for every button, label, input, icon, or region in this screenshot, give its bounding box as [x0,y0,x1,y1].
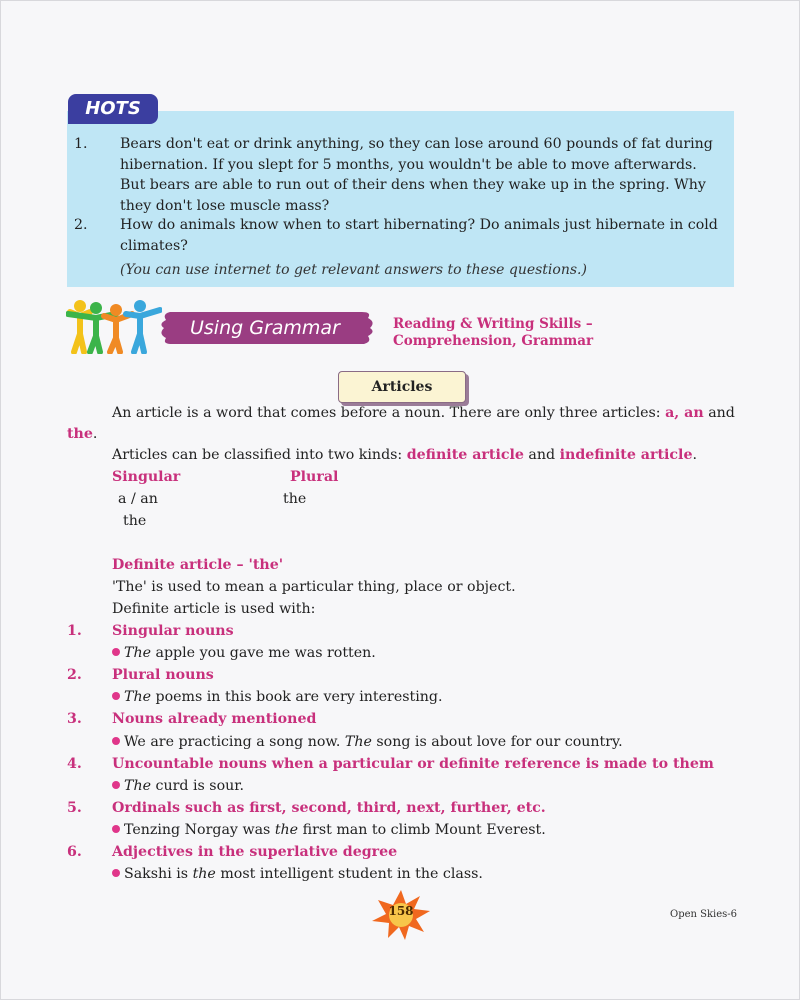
person-blue [126,300,160,352]
item-1-title: Singular nouns [112,623,234,639]
item-6-title: Adjectives in the superlative degree [112,844,398,860]
plural-the: the [283,491,307,507]
articles-intro: An article is a word that comes before a noun. There are only three articles: a, an and [112,405,735,421]
bullet-dot [112,781,120,789]
singular-header: Singular [112,469,181,485]
plural-header: Plural [290,469,339,485]
item-4-title: Uncountable nouns when a particular or definite reference is made to them [112,756,714,772]
bullet-dot [112,648,120,656]
definite-line1: 'The' is used to mean a particular thing, place or object. [112,579,516,595]
articles-kinds: Articles can be classified into two kinds: definite article and indefinite article. [112,447,697,463]
bullet-dot [112,692,120,700]
singular-the: the [123,513,147,529]
item-3-title: Nouns already mentioned [112,711,317,727]
articles-intro-cont: the. [67,426,98,442]
item-4-example: The curd is sour. [112,778,244,794]
item-1-example: The apple you gave me was rotten. [112,645,376,661]
item-6-example: Sakshi is the most intelligent student in the class. [112,866,483,882]
item-4-num: 4. [67,756,82,772]
item-3-example: We are practicing a song now. The song is about love for our country. [112,734,623,750]
hots-tab: HOTS [68,94,158,124]
person-orange [104,304,132,352]
item-2-example: The poems in this book are very interesting. [112,689,442,705]
item-5-title: Ordinals such as first, second, third, next, further, etc. [112,800,546,816]
item-5-num: 5. [67,800,82,816]
using-grammar-title: Using Grammar [190,317,340,339]
page-number: 158 [388,904,414,918]
definite-heading: Definite article – 'the' [112,557,284,573]
item-6-num: 6. [67,844,82,860]
bullet-dot [112,869,120,877]
definite-line2: Definite article is used with: [112,601,316,617]
articles-title: Articles [338,371,466,403]
hots-note: (You can use internet to get relevant answers to these questions.) [120,262,587,278]
person-yellow [70,300,90,352]
bullet-dot [112,737,120,745]
item-5-example: Tenzing Norgay was the first man to climb Mount Everest. [112,822,546,838]
item-3-num: 3. [67,711,82,727]
skills-label: Reading & Writing Skills – Comprehension, Grammar [393,316,594,349]
book-title: Open Skies-6 [670,909,738,920]
item-1-num: 1. [67,623,82,639]
bullet-dot [112,825,120,833]
singular-a-an: a / an [118,491,158,507]
people-illustration [66,298,162,354]
item-2-num: 2. [67,667,82,683]
item-2-title: Plural nouns [112,667,214,683]
